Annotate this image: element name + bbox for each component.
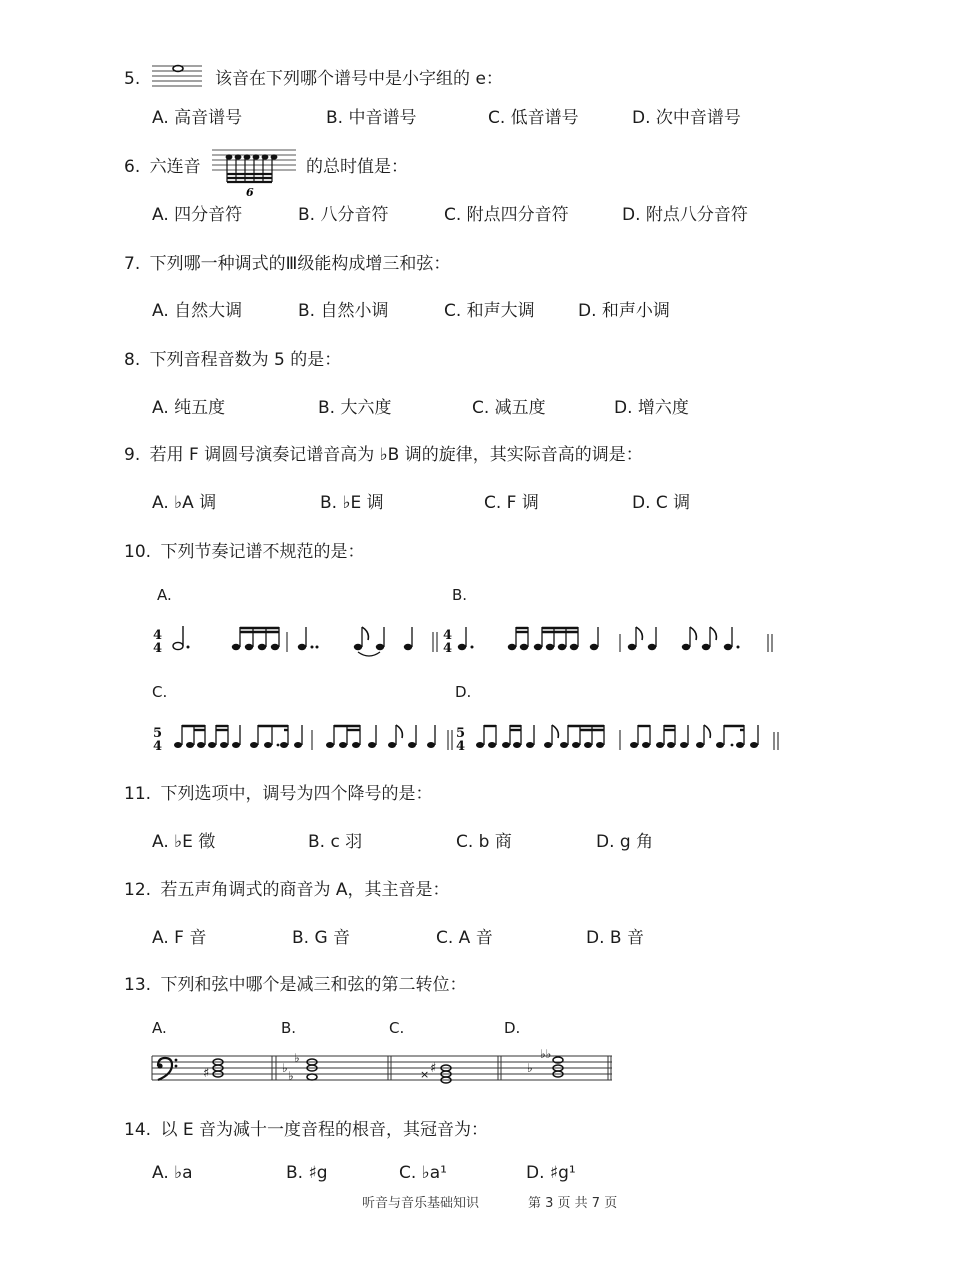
- question-text: 该音在下列哪个谱号中是小字组的 e：: [215, 69, 503, 89]
- rhythm-label-b[interactable]: B.: [452, 586, 468, 604]
- option-b[interactable]: B. 自然小调: [298, 301, 389, 321]
- chord-label-d[interactable]: D.: [504, 1019, 521, 1037]
- time-signature-bottom: 4: [153, 641, 163, 656]
- sharp-icon: ♯: [203, 1066, 210, 1081]
- option-d[interactable]: D. g 角: [596, 832, 654, 852]
- time-signature-bottom: 4: [153, 739, 163, 754]
- question-text-before: 六连音: [149, 157, 201, 177]
- question-number: 11.: [124, 784, 152, 804]
- time-signature-top: 5: [456, 726, 466, 741]
- option-b[interactable]: B. G 音: [292, 928, 351, 948]
- question-14: [124, 1115, 488, 1140]
- double-sharp-icon: ×: [420, 1068, 430, 1081]
- question-text-after: 的总时值是：: [306, 157, 408, 177]
- bass-clef-icon: [158, 1058, 172, 1080]
- rhythm-label-a[interactable]: A.: [157, 586, 172, 604]
- question-12: [124, 875, 450, 900]
- sextuplet-image: [212, 146, 298, 198]
- option-a[interactable]: A. 自然大调: [152, 301, 243, 321]
- question-number: 9.: [124, 445, 141, 465]
- option-a[interactable]: A. 四分音符: [152, 205, 243, 225]
- option-c[interactable]: C. F 调: [484, 493, 539, 513]
- option-d[interactable]: D. ♯g¹: [526, 1163, 576, 1183]
- question-9: [124, 440, 643, 465]
- option-d[interactable]: D. B 音: [586, 928, 644, 948]
- question-text: 下列音程音数为 5 的是：: [149, 350, 342, 370]
- rhythm-label-c[interactable]: C.: [152, 683, 168, 701]
- question-text: 下列节奏记谱不规范的是：: [160, 542, 365, 562]
- option-a[interactable]: A. ♭A 调: [152, 493, 217, 513]
- option-d[interactable]: D. 附点八分音符: [622, 205, 748, 225]
- chord-staff: [150, 1048, 620, 1090]
- option-b[interactable]: B. ♭E 调: [320, 493, 384, 513]
- time-signature-top: 5: [153, 726, 163, 741]
- question-10: [124, 537, 364, 562]
- option-c[interactable]: C. 和声大调: [444, 301, 535, 321]
- time-signature-bottom: 4: [456, 739, 466, 754]
- time-signature-top: 4: [153, 628, 163, 643]
- option-d[interactable]: D. 和声小调: [578, 301, 670, 321]
- option-d[interactable]: D. C 调: [632, 493, 691, 513]
- question-7: [124, 249, 450, 274]
- option-a[interactable]: A. F 音: [152, 928, 207, 948]
- question-number: 10.: [124, 542, 152, 562]
- footer-page-number: 第 3 页 共 7 页: [528, 1196, 618, 1211]
- option-c[interactable]: C. ♭a¹: [399, 1163, 447, 1183]
- option-a[interactable]: A. 纯五度: [152, 398, 226, 418]
- rhythm-label-d[interactable]: D.: [455, 683, 472, 701]
- double-flat-icon: ♭♭: [540, 1047, 552, 1061]
- chord-label-b[interactable]: B.: [281, 1019, 297, 1037]
- note-staff-image: [152, 62, 204, 90]
- option-c[interactable]: C. 减五度: [472, 398, 546, 418]
- question-8: [124, 345, 341, 370]
- flat-icon: ♭: [527, 1061, 533, 1075]
- time-signature-top: 4: [443, 628, 453, 643]
- question-number: 12.: [124, 880, 152, 900]
- question-number: 6.: [124, 157, 141, 177]
- question-text: 若用 F 调圆号演奏记谱音高为 ♭B 调的旋律，其实际音高的调是：: [149, 445, 643, 465]
- option-d[interactable]: D. 次中音谱号: [632, 108, 741, 128]
- option-b[interactable]: B. ♯g: [286, 1163, 328, 1183]
- question-6: [124, 152, 201, 177]
- footer-subject: 听音与音乐基础知识: [362, 1196, 480, 1211]
- option-c[interactable]: C. 附点四分音符: [444, 205, 569, 225]
- rhythm-line-cd: [150, 718, 790, 758]
- question-number: 7.: [124, 254, 141, 274]
- question-number: 14.: [124, 1120, 152, 1140]
- question-text: 下列选项中，调号为四个降号的是：: [160, 784, 433, 804]
- question-5: [124, 56, 503, 89]
- question-number: 5.: [124, 69, 141, 89]
- time-signature-bottom: 4: [443, 641, 453, 656]
- flat-icon: ♭: [282, 1061, 288, 1075]
- option-b[interactable]: B. c 羽: [308, 832, 363, 852]
- chord-label-a[interactable]: A.: [152, 1019, 167, 1037]
- option-b[interactable]: B. 大六度: [318, 398, 392, 418]
- question-11: [124, 779, 432, 804]
- question-number: 13.: [124, 975, 152, 995]
- sharp-icon: ♯: [430, 1061, 437, 1076]
- flat-icon: ♭: [294, 1051, 300, 1065]
- question-number: 8.: [124, 350, 141, 370]
- question-text: 以 E 音为减十一度音程的根音，其冠音为：: [160, 1120, 489, 1140]
- option-c[interactable]: C. A 音: [436, 928, 493, 948]
- rhythm-line-ab: [150, 620, 790, 660]
- option-a[interactable]: A. ♭a: [152, 1163, 193, 1183]
- option-b[interactable]: B. 中音谱号: [326, 108, 417, 128]
- question-text: 若五声角调式的商音为 A，其主音是：: [160, 880, 450, 900]
- tuplet-number: 6: [246, 186, 254, 199]
- flat-icon: ♭: [288, 1069, 294, 1083]
- option-d[interactable]: D. 增六度: [614, 398, 689, 418]
- option-a[interactable]: A. ♭E 徵: [152, 832, 216, 852]
- option-c[interactable]: C. b 商: [456, 832, 512, 852]
- chord-label-c[interactable]: C.: [389, 1019, 405, 1037]
- question-text: 下列哪一种调式的Ⅲ级能构成增三和弦：: [149, 254, 451, 274]
- option-a[interactable]: A. 高音谱号: [152, 108, 243, 128]
- question-text: 下列和弦中哪个是减三和弦的第二转位：: [160, 975, 467, 995]
- question-13: [124, 970, 466, 995]
- option-c[interactable]: C. 低音谱号: [488, 108, 579, 128]
- option-b[interactable]: B. 八分音符: [298, 205, 389, 225]
